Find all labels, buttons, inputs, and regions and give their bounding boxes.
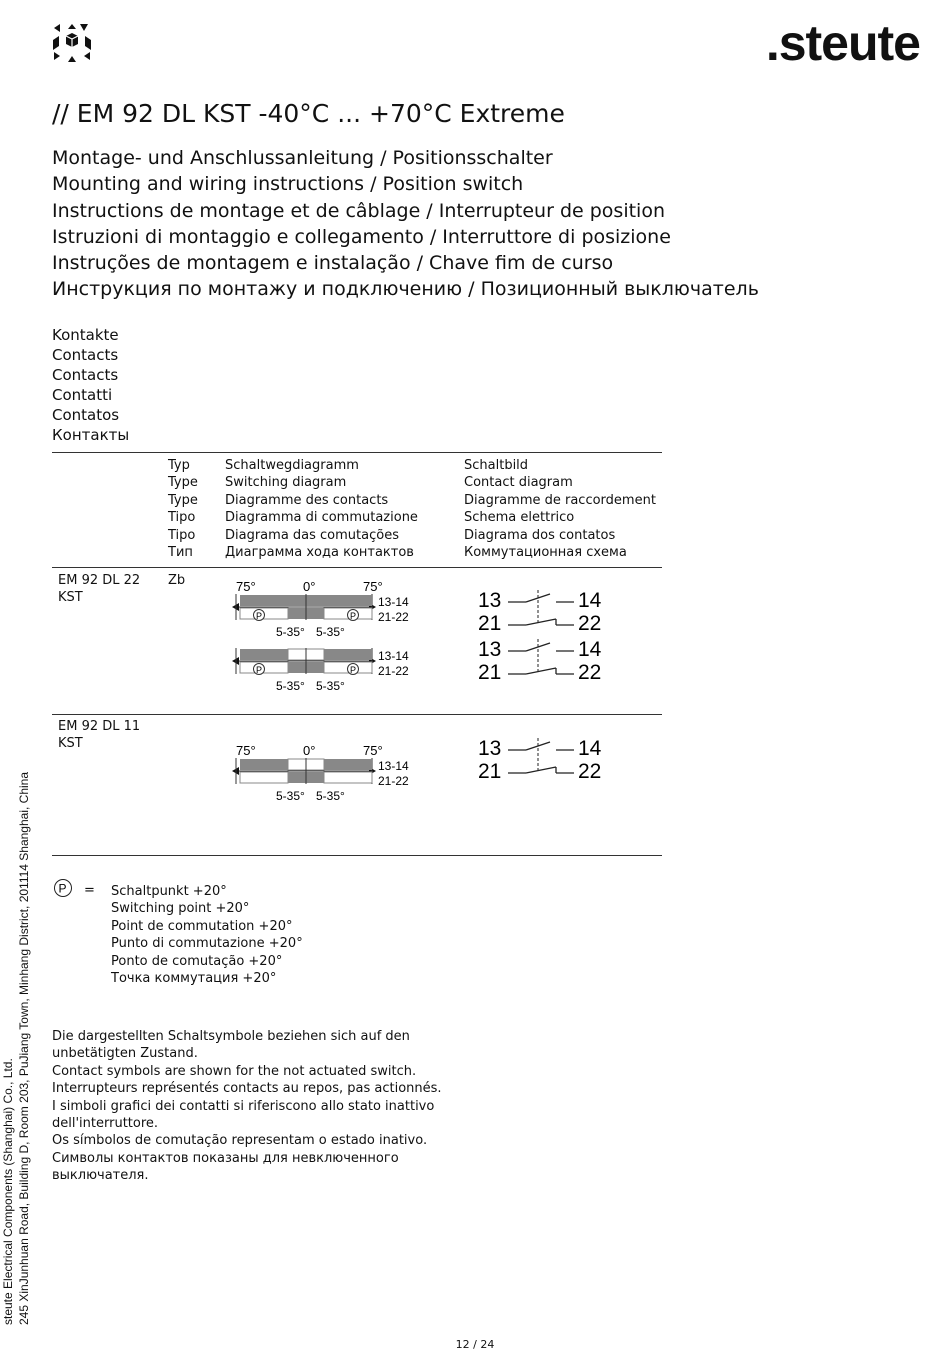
note-en: Contact symbols are shown for the not actuated switch. xyxy=(52,1063,417,1079)
subtitle-it: Istruzioni di montaggio e collegamento / Interruttore di posizione xyxy=(52,225,671,248)
row-1-range-right: 5-35° xyxy=(316,625,345,639)
contacts-heading-ru: Контакты xyxy=(52,426,130,444)
row-2-model-name: EM 92 DL 11 xyxy=(58,719,141,734)
row-1-diagram-a xyxy=(232,594,409,639)
column-header-switching-diagram xyxy=(225,457,418,561)
col-type-it: Tipo xyxy=(168,510,196,526)
legend-equals: = xyxy=(84,883,95,898)
row-1-pair-a-label: 13-14 xyxy=(378,595,409,609)
note-de: Die dargestellten Schaltsymbole beziehen sich auf den unbetätigten Zustand. xyxy=(52,1029,410,1062)
contact-symbol-note xyxy=(52,1028,492,1185)
table-row-rule xyxy=(52,714,662,715)
row-1-sch2-14: 14 xyxy=(578,638,602,661)
row-2-pair-b-label: 21-22 xyxy=(378,774,409,788)
company-address-sidebar xyxy=(0,725,32,1325)
col-switching-pt: Diagrama das comutações xyxy=(225,527,399,543)
col-schematic-it: Schema elettrico xyxy=(464,510,575,526)
steute-logo-icon xyxy=(50,22,94,66)
contacts-heading-en: Contacts xyxy=(52,346,119,364)
subtitle-fr: Instructions de montage et de câblage / Interrupteur de position xyxy=(52,199,666,222)
row-1-model-suffix: KST xyxy=(58,590,83,606)
row-1-angle-center: 0° xyxy=(303,579,316,594)
note-it: I simboli grafici dei contatti si riferiscono allo stato inattivo dell'interruttore. xyxy=(52,1098,435,1132)
col-type-en: Type xyxy=(168,475,198,491)
row-1-sch2-21: 21 xyxy=(478,661,502,684)
row-1-pair-b-label: 21-22 xyxy=(378,610,409,624)
row-2-sch-22: 22 xyxy=(578,760,602,783)
row-1-point-a-right: P xyxy=(350,611,357,621)
row-2-range-right: 5-35° xyxy=(316,789,345,803)
row-1-sch-21: 21 xyxy=(478,612,502,635)
table-header-rule xyxy=(52,567,662,568)
legend-ru: Точка коммутация +20° xyxy=(111,971,277,987)
row-2-contact-schematic xyxy=(478,733,618,785)
subtitle-pt: Instruções de montagem e instalação / Chave fim de curso xyxy=(52,252,614,275)
col-schematic-en: Contact diagram xyxy=(464,475,573,491)
col-switching-fr: Diagramme des contacts xyxy=(225,492,389,508)
col-type-fr: Type xyxy=(168,492,198,508)
table-top-rule xyxy=(52,452,662,453)
row-1-sch2-13: 13 xyxy=(478,638,502,661)
row-1-pair-a-label-2: 13-14 xyxy=(378,649,409,663)
contacts-heading-de: Kontakte xyxy=(52,326,119,344)
company-address: 245 XinJunhuan Road, Building D, Room 203, PuJiang Town, Minhang District, 201114 Shanghai, China xyxy=(17,771,31,1325)
col-type-ru: Тип xyxy=(168,545,193,561)
row-1-angle-right: 75° xyxy=(363,579,383,594)
table-bottom-rule xyxy=(52,855,662,856)
col-schematic-de: Schaltbild xyxy=(464,458,529,473)
subtitle-en: Mounting and wiring instructions / Position switch xyxy=(52,173,524,196)
legend-de: Schaltpunkt +20° xyxy=(111,884,227,899)
column-header-contact-diagram xyxy=(464,457,656,561)
note-ru: Символы контактов показаны для невключенного выключателя. xyxy=(52,1150,399,1184)
row-1-sch-22: 22 xyxy=(578,612,602,635)
row-1-schematic-lower xyxy=(478,638,602,684)
row-2-switching-diagram xyxy=(228,740,428,806)
col-switching-ru: Диаграмма хода контактов xyxy=(225,545,414,561)
row-1-contact-schematic xyxy=(478,585,618,685)
row-2-sch-13: 13 xyxy=(478,737,502,760)
row-2-sch-14: 14 xyxy=(578,737,602,760)
row-2-angle-left: 75° xyxy=(236,743,256,758)
col-switching-it: Diagramma di commutazione xyxy=(225,510,418,526)
col-schematic-pt: Diagrama dos contatos xyxy=(464,527,616,543)
row-1-point-a-left: P xyxy=(256,611,263,621)
brand-name: .steute xyxy=(765,15,920,71)
subtitle-list xyxy=(52,145,759,303)
row-1-sch2-22: 22 xyxy=(578,661,602,684)
col-switching-en: Switching diagram xyxy=(225,475,347,491)
contacts-heading xyxy=(52,325,129,445)
row-1-type: Zb xyxy=(168,573,186,588)
row-1-point-b-left: P xyxy=(256,665,263,675)
company-name: steute Electrical Components (Shanghai) Co., Ltd. xyxy=(1,1058,15,1325)
switching-point-icon xyxy=(52,878,74,900)
legend-text xyxy=(111,883,303,987)
note-pt: Os símbolos de comutação representam o estado inativo. xyxy=(52,1133,428,1149)
row-1-range-right-2: 5-35° xyxy=(316,679,345,693)
row-1-switching-diagram xyxy=(228,576,428,694)
page-number: 12 / 24 xyxy=(455,1338,495,1351)
row-1-point-b-right: P xyxy=(350,665,357,675)
row-1-range-left: 5-35° xyxy=(276,625,305,639)
row-2-sch-21: 21 xyxy=(478,760,502,783)
col-type-de: Typ xyxy=(168,458,190,473)
page-title: // EM 92 DL KST -40°C ... +70°C Extreme xyxy=(52,99,565,128)
row-1-pair-b-label-2: 21-22 xyxy=(378,664,409,678)
col-switching-de: Schaltwegdiagramm xyxy=(225,458,359,473)
row-1-range-left-2: 5-35° xyxy=(276,679,305,693)
contacts-heading-it: Contatti xyxy=(52,386,113,404)
row-1-sch-14: 14 xyxy=(578,589,602,612)
column-header-type xyxy=(168,457,198,561)
col-schematic-ru: Коммутационная схема xyxy=(464,545,627,561)
col-type-pt: Tipo xyxy=(168,527,196,543)
switching-point-symbol: P xyxy=(58,881,67,896)
col-schematic-fr: Diagramme de raccordement xyxy=(464,492,656,508)
row-2-angle-right: 75° xyxy=(363,743,383,758)
legend-pt: Ponto de comutação +20° xyxy=(111,953,283,969)
row-2-range-left: 5-35° xyxy=(276,789,305,803)
row-1-model xyxy=(58,572,140,607)
subtitle-de: Montage- und Anschlussanleitung / Positionsschalter xyxy=(52,147,553,169)
legend-en: Switching point +20° xyxy=(111,901,250,917)
note-fr: Interrupteurs représentés contacts au repos, pas actionnés. xyxy=(52,1081,442,1097)
contacts-heading-fr: Contacts xyxy=(52,366,119,384)
row-1-model-name: EM 92 DL 22 xyxy=(58,573,141,588)
row-2-angle-center: 0° xyxy=(303,743,316,758)
row-1-diagram-b xyxy=(232,648,409,693)
row-1-angle-left: 75° xyxy=(236,579,256,594)
row-2-pair-a-label: 13-14 xyxy=(378,759,409,773)
subtitle-ru: Инструкция по монтажу и подключению / Позиционный выключатель xyxy=(52,278,759,301)
legend-fr: Point de commutation +20° xyxy=(111,918,293,934)
row-2-model-suffix: KST xyxy=(58,736,83,752)
row-2-model xyxy=(58,718,140,753)
contacts-heading-pt: Contatos xyxy=(52,406,120,424)
legend-it: Punto di commutazione +20° xyxy=(111,936,303,952)
row-1-sch-13: 13 xyxy=(478,589,502,612)
row-1-schematic-upper xyxy=(478,589,602,635)
